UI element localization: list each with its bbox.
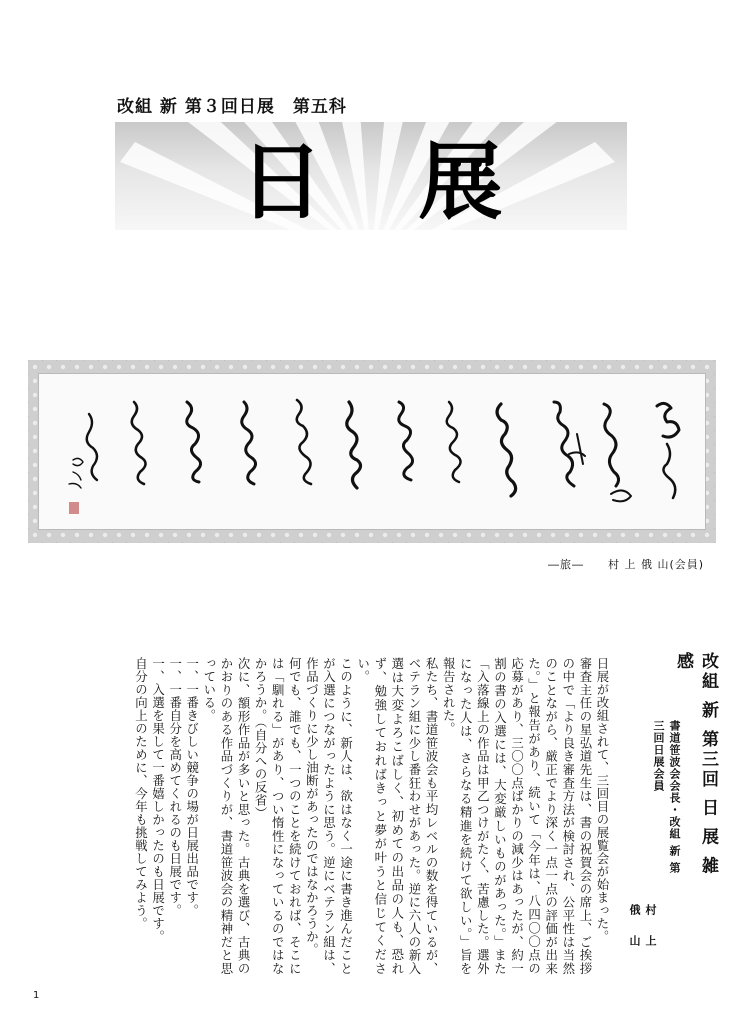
article-title: 改組 新 第三回 日 展 雑 感 — [673, 652, 718, 877]
author-role: 書道笹波会会長・改組 新 第三回日展会員 — [652, 720, 681, 874]
caption-artist: 村 上 俄 山(会員) — [608, 558, 705, 571]
list-item: 一、一番自分を高めてくれるのも日展です。 — [167, 657, 183, 917]
paragraph: 日展が改組されて、三回目の展覧会が始まった。 — [595, 657, 610, 943]
paragraph: 私たち、書道笹波会も平均レベルの数を得ているが、ベテラン組に少し番狂わせがあった。逆に六人の新入選は大変よろこばしく、初めての出品の人も、恐れず、勉強しておればきっと夢が叶うと信じてください。 — [355, 657, 440, 975]
list-item: 一、入選を果して一番嬉しかったのも日展です。 — [150, 657, 166, 943]
calligraphy-artwork — [38, 373, 706, 530]
paragraph: 何でも、誰でも、一つのことを続けておれば、そこには「馴れる」があり、つい惰性になっているのではなかろうか。（自分への反省） — [253, 657, 303, 975]
paragraph: 審査主任の星弘道先生は、書の祝賀会の席上、ご挨拶の中で「より良き審査方法が検討され、公平性は当然のことながら、厳正でより深く一点一点の評価が出来た。」と報告があり、続いて「今年は、八四〇〇点の応募があり、三〇〇点ばかりの減少はあったが、約一割の書の入選には、大変厳しいものがあった。」また「入落線上の作品は甲乙つけがたく、苦慮した。選外になった人は、さらなる精進を続けて欲しい。」旨を報告された。 — [441, 657, 593, 975]
paragraph: 次に、額形作品が多いと思った。古典を選び、古典のかおりのある作品づくりが、書道笹波会の精神だと思っている。 — [201, 657, 252, 975]
list-item: 一、一番きびしい競争の場が日展出品です。 — [184, 657, 200, 917]
article-body — [51, 657, 611, 975]
paragraph: 自分の向上のために、今年も挑戦してみよう。 — [133, 657, 149, 930]
page-number: 1 — [33, 990, 40, 1001]
artist-seal — [69, 502, 79, 514]
author-name: 村 上 俄 山 — [628, 904, 657, 954]
title-banner — [115, 122, 627, 230]
paragraph: このように、新人は、欲はなく一途に書き進んだことが入選につながったように思う。逆にベテラン組は、作品づくりに少し油断があったのではなかろうか。 — [304, 657, 354, 975]
caption-title: ―旅― — [548, 558, 584, 571]
artwork-caption — [548, 556, 704, 572]
exhibition-heading: 改組 新 第３回日展 第五科 — [117, 97, 347, 117]
calligraphy-strokes — [39, 374, 707, 531]
banner-title: 日展 — [239, 132, 598, 230]
